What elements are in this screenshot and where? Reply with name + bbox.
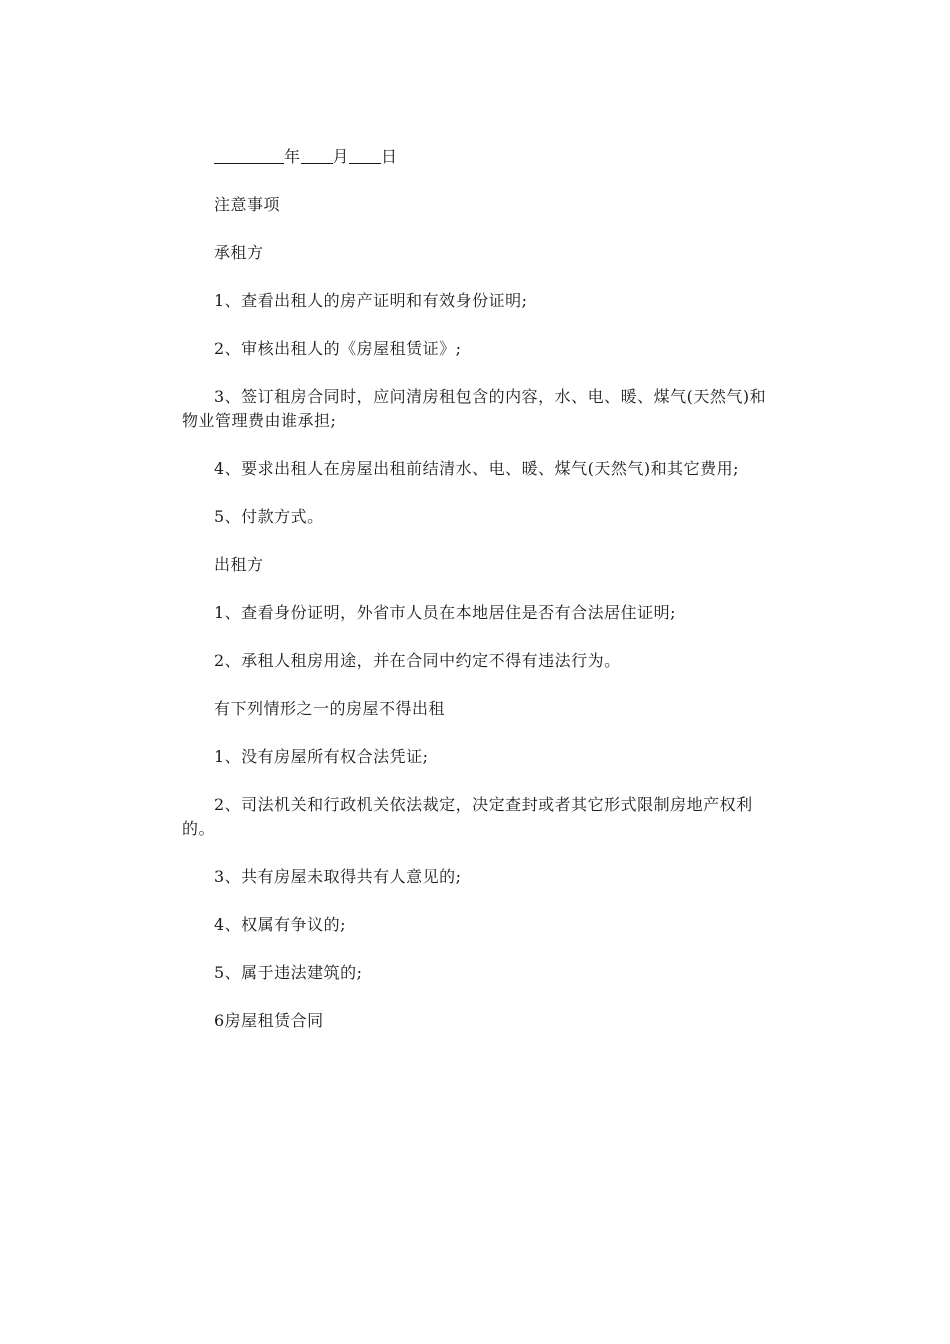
contract-title: 6房屋租赁合同 — [214, 1011, 324, 1030]
date-line — [182, 145, 782, 169]
restriction-item-2: 2、司法机关和行政机关依法裁定，决定查封或者其它形式限制房地产权利的。 — [182, 795, 753, 838]
tenant-item-1: 1、查看出租人的房产证明和有效身份证明; — [214, 291, 528, 310]
tenant-item-4: 4、要求出租人在房屋出租前结清水、电、暖、煤气(天然气)和其它费用; — [214, 459, 740, 478]
day-label: 日 — [381, 147, 398, 166]
month-label: 月 — [332, 147, 350, 166]
restriction-item-4: 4、权属有争议的; — [214, 915, 347, 934]
tenant-item-3: 3、签订租房合同时，应问清房租包含的内容，水、电、暖、煤气(天然气)和物业管理费由谁承担; — [182, 387, 767, 430]
notes-heading: 注意事项 — [214, 195, 281, 214]
restriction-item-1: 1、没有房屋所有权合法凭证; — [214, 747, 429, 766]
day-blank — [349, 147, 381, 164]
tenant-item-5: 5、付款方式。 — [214, 507, 324, 526]
restrictions-heading: 有下列情形之一的房屋不得出租 — [214, 699, 446, 718]
tenant-item-2: 2、审核出租人的《房屋租赁证》; — [214, 339, 462, 358]
landlord-item-1: 1、查看身份证明，外省市人员在本地居住是否有合法居住证明; — [214, 603, 677, 622]
restriction-item-5: 5、属于违法建筑的; — [214, 963, 363, 982]
year-label: 年 — [284, 147, 301, 166]
month-blank — [301, 147, 333, 164]
landlord-heading: 出租方 — [214, 555, 264, 574]
restriction-item-3: 3、共有房屋未取得共有人意见的; — [214, 867, 462, 886]
landlord-item-2: 2、承租人租房用途，并在合同中约定不得有违法行为。 — [214, 651, 621, 670]
year-blank — [214, 147, 284, 164]
document-body — [182, 145, 782, 1057]
tenant-heading: 承租方 — [214, 243, 264, 262]
